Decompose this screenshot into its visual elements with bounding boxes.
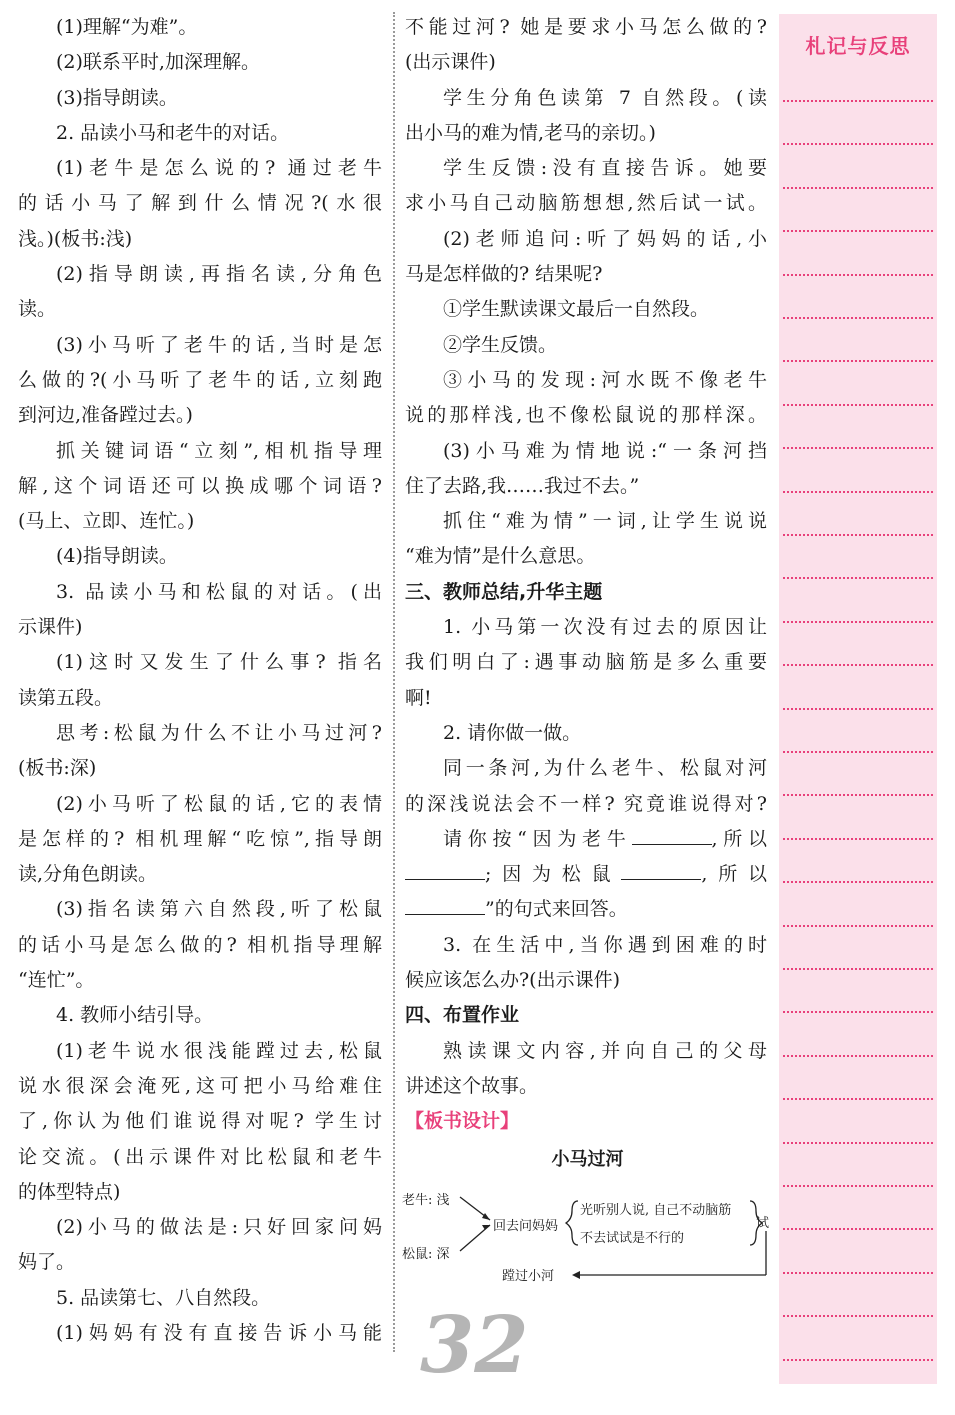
notes-rule — [783, 491, 933, 493]
notes-rule — [783, 1228, 933, 1230]
left-text-line: 读第五段。 — [18, 686, 114, 709]
notes-rule — [783, 794, 933, 796]
fill-in-blank — [405, 878, 485, 880]
notes-rule — [783, 1142, 933, 1144]
middle-text-line: 1. 小马第一次没有过去的原因让 — [443, 616, 767, 639]
middle-text-line: (2)老师追问:听了妈妈的话,小 — [443, 227, 767, 250]
left-text-line: 3. 品读小马和松鼠的对话。(出 — [56, 580, 382, 603]
left-text-line: 读,分角色朗读。 — [18, 863, 158, 886]
notes-rule — [783, 447, 933, 449]
left-text-line: (1)这时又发生了什么事? 指名 — [56, 651, 382, 674]
fill-in-blank — [632, 843, 712, 845]
middle-text-line: 学生分角色读第 7 自然段。(读 — [443, 86, 767, 109]
fill-in-blank — [621, 878, 701, 880]
middle-text-line: 不能过河? 她是要求小马怎么做的? — [405, 16, 767, 38]
notes-rule — [783, 968, 933, 970]
left-text-line: 么做的?(小马听了老牛的话,立刻跑 — [18, 368, 382, 391]
middle-text-line: 我们明白了:遇事动脑筋是多么重要 — [405, 651, 767, 674]
middle-text-line: 的深浅说法会不一样? 究竟谁说得对? — [405, 792, 767, 815]
left-text-line: 的体型特点) — [18, 1180, 121, 1203]
left-text-line: (2)联系平时,加深理解。 — [56, 51, 260, 74]
left-text-line: 2. 品读小马和老牛的对话。 — [56, 121, 290, 144]
left-text-line: 说水很深会淹死,这可把小马给难住 — [18, 1074, 382, 1097]
notes-rule — [783, 1315, 933, 1317]
left-text-line: 思考:松鼠为什么不让小马过河? — [56, 721, 382, 744]
left-text-line: 解,这个词语还可以换成哪个词语? — [18, 474, 382, 497]
left-text-line: 到河边,准备蹚过去。) — [18, 404, 193, 427]
middle-text-line: 同一条河,为什么老牛、松鼠对河 — [443, 757, 767, 780]
notes-rule — [783, 317, 933, 319]
notes-rule — [783, 621, 933, 623]
left-text-line: 浅。)(板书:浅) — [18, 227, 133, 250]
notes-rule — [783, 925, 933, 927]
page-number: 32 — [420, 1300, 529, 1391]
left-text-line: 是怎样的? 相机理解“吃惊”,指导朗 — [18, 827, 382, 850]
middle-text-line: ②学生反馈。 — [443, 333, 558, 356]
middle-text-line: 抓住“难为情”一词,让学生说说 — [443, 510, 767, 533]
left-text-line: 读。 — [18, 298, 57, 321]
left-text-line: 4. 教师小结引导。 — [56, 1004, 214, 1027]
left-text-line: 的话小马是怎么做的? 相机指导理解 — [18, 933, 382, 956]
left-text-line: 抓关键词语“立刻”,相机指导理 — [56, 439, 382, 462]
board-squirrel: 松鼠: 深 — [402, 1247, 450, 1262]
notes-panel — [779, 14, 937, 1384]
middle-text-line: ③小马的发现:河水既不像老牛 — [443, 368, 767, 391]
middle-text-line: 3. 在生活中,当你遇到困难的时 — [443, 933, 767, 956]
board-reason-1: 光听别人说, 自己不动脑筋 — [580, 1203, 732, 1218]
notes-rule — [783, 1055, 933, 1057]
middle-text-line: 熟读课文内容,并向自己的父母 — [443, 1039, 767, 1062]
middle-text-line: 候应该怎么办?(出示课件) — [405, 969, 621, 992]
board-reason-2: 不去试试是不行的 — [580, 1231, 685, 1246]
middle-text-line: 四、布置作业 — [405, 1004, 520, 1027]
notes-rule — [783, 708, 933, 710]
middle-text-line: ”的句式来回答。 — [405, 892, 767, 927]
middle-text-line: 2. 请你做一做。 — [443, 721, 582, 744]
left-text-line: 了,你认为他们谁说得对呢? 学生讨 — [18, 1110, 382, 1133]
board-ask-mom: 回去问妈妈 — [493, 1219, 559, 1234]
notes-rule — [783, 187, 933, 189]
board-try: 试 — [756, 1216, 770, 1231]
left-text-line: (1)妈妈有没有直接告诉小马能 — [56, 1321, 382, 1344]
notes-rule — [783, 1272, 933, 1274]
left-column — [18, 10, 382, 1351]
notes-rule — [783, 534, 933, 536]
left-text-line: 妈了。 — [18, 1251, 76, 1274]
left-text-line: (2)指导朗读,再指名读,分角色 — [56, 263, 382, 286]
left-text-line: (3)小马听了老牛的话,当时是怎 — [56, 333, 382, 356]
left-text-line: (4)指导朗读。 — [56, 545, 178, 568]
middle-text-line: 出小马的难为情,老马的亲切。) — [405, 121, 656, 144]
notes-rule — [783, 143, 933, 145]
middle-text-line: 马是怎样做的? 结果呢? — [405, 263, 603, 286]
middle-text-line: 啊! — [405, 686, 432, 709]
board-title: 小马过河 — [551, 1149, 624, 1170]
notes-rule — [783, 577, 933, 579]
middle-text-line: 学生反馈:没有直接告诉。她要 — [443, 157, 767, 180]
left-text-line: 5. 品读第七、八自然段。 — [56, 1286, 271, 1309]
left-text-line: (马上、立即、连忙。) — [18, 510, 195, 533]
left-text-line: (2)小马的做法是:只好回家问妈 — [56, 1216, 382, 1239]
notes-rule — [783, 1185, 933, 1187]
left-text-line: (1)老牛是怎么说的? 通过老牛 — [56, 157, 382, 180]
board-old-cow: 老牛: 浅 — [402, 1193, 450, 1208]
notes-rule — [783, 100, 933, 102]
notes-rule — [783, 360, 933, 362]
middle-text-line: (3)小马难为情地说:“一条河挡 — [443, 439, 767, 462]
middle-text-line: 【板书设计】 — [405, 1110, 520, 1133]
notes-title: 札记与反思 — [805, 34, 911, 58]
middle-text-line: (出示课件) — [405, 51, 496, 74]
middle-text-line: ①学生默读课文最后一自然段。 — [443, 298, 710, 321]
left-text-line: 示课件) — [18, 616, 83, 639]
middle-text-line: 说的那样浅,也不像松鼠说的那样深。 — [405, 404, 767, 427]
middle-text-line: 请你按“因为老牛 ,所以 — [443, 827, 768, 850]
middle-column — [405, 10, 767, 1140]
left-text-line: 论交流。(出示课件对比松鼠和老牛 — [18, 1145, 382, 1168]
notes-rule — [783, 1098, 933, 1100]
middle-text-line: ;因为松鼠 ,所以 — [405, 857, 767, 892]
left-text-line: 的话小马了解到什么情况?(水很 — [18, 192, 382, 215]
left-text-line: (3)指名读第六自然段,听了松鼠 — [56, 898, 382, 921]
notes-rule — [783, 664, 933, 666]
left-text-line: (板书:深) — [18, 757, 97, 780]
board-design-diagram — [400, 1145, 775, 1295]
notes-rule — [783, 1011, 933, 1013]
fill-in-blank — [405, 913, 485, 915]
notes-rule — [783, 230, 933, 232]
left-text-line: “连忙”。 — [18, 969, 95, 992]
notes-rule — [783, 274, 933, 276]
notes-rule — [783, 881, 933, 883]
left-text-line: (2)小马听了松鼠的话,它的表情 — [56, 792, 382, 815]
middle-text-line: 求小马自己动脑筋想想,然后试一试。 — [405, 192, 767, 215]
notes-rule — [783, 1359, 933, 1361]
board-arrows — [400, 1145, 775, 1295]
board-cross: 蹚过小河 — [502, 1269, 555, 1284]
column-divider — [393, 12, 395, 1352]
left-text-line: (1)理解“为难”。 — [56, 16, 198, 38]
left-text-line: (3)指导朗读。 — [56, 86, 178, 109]
middle-text-line: “难为情”是什么意思。 — [405, 545, 596, 568]
middle-text-line: 讲述这个故事。 — [405, 1074, 539, 1097]
notes-rule — [783, 751, 933, 753]
middle-text-line: 三、教师总结,升华主题 — [405, 580, 603, 603]
notes-rule — [783, 838, 933, 840]
left-text-line: (1)老牛说水很浅能蹚过去,松鼠 — [56, 1039, 382, 1062]
middle-text-line: 住了去路,我……我过不去。” — [405, 474, 640, 497]
notes-rule — [783, 404, 933, 406]
